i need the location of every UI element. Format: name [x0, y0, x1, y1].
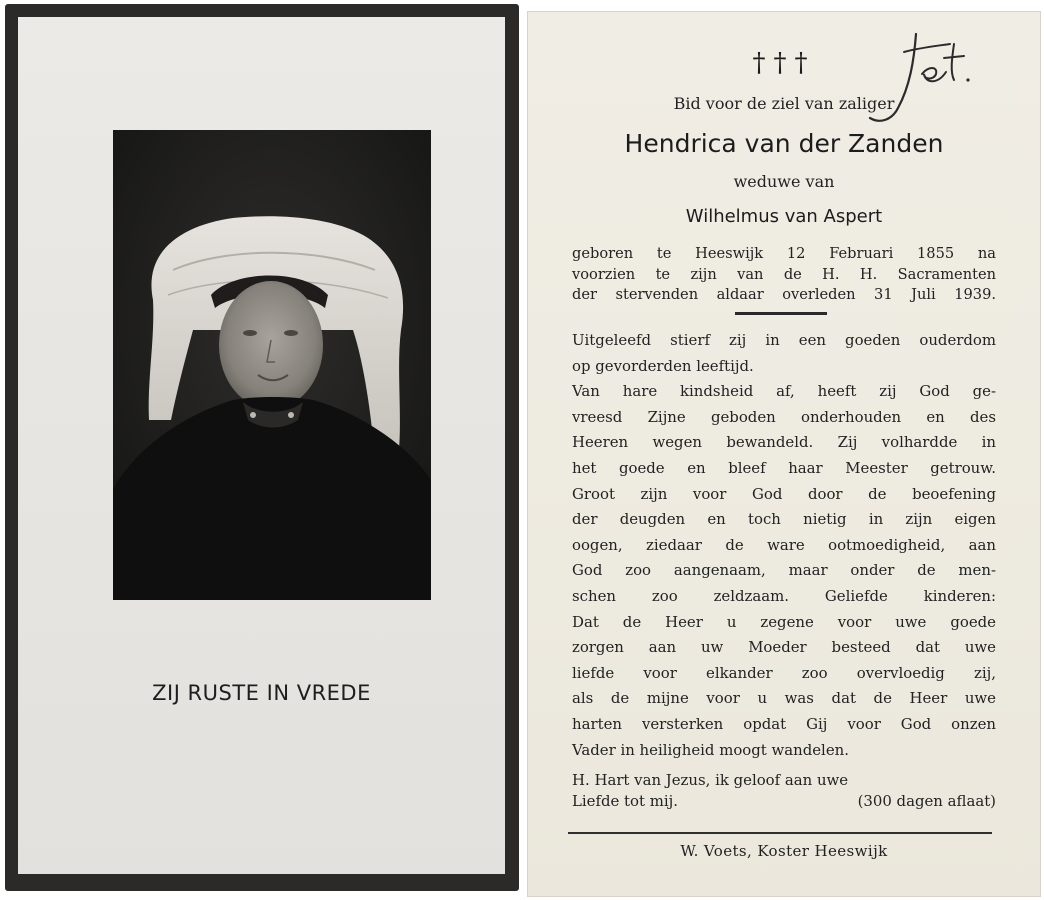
bio-line: voorzien te zijn van de H. H. Sacramenten [572, 265, 996, 283]
printer-credit: W. Voets, Koster Heeswijk [680, 842, 888, 860]
text-line: zorgen aan uw Moeder besteed dat uwe [572, 638, 996, 657]
text-line: vreesd Zijne geboden onderhouden en des [572, 407, 996, 426]
text-line: God zoo aangenaam, maar onder de men- [572, 561, 996, 580]
text-line: Dat de Heer u zegene voor uwe goede [572, 612, 996, 631]
text-line: liefde voor elkander zoo overvloedig zij, [572, 663, 996, 682]
prayer-intro: Bid voor de ziel van zaliger [673, 94, 895, 113]
memorial-card-back [527, 11, 1041, 897]
bio-line: geboren te Heeswijk 12 Februari 1855 na [572, 245, 996, 262]
widow-label: weduwe van [733, 172, 835, 191]
text-line: op gevorderden leeftijd. [572, 356, 754, 375]
text-line: der deugden en toch nietig in zijn eigen [572, 510, 996, 529]
closing-prayer-line [572, 791, 996, 812]
closing-prayer-text: Liefde tot mij. [572, 792, 678, 810]
deceased-name: Hendrica van der Zanden [624, 129, 944, 158]
handwritten-signature [858, 22, 978, 132]
memorial-card-front [5, 4, 519, 891]
closing-prayer-line [572, 770, 996, 791]
card-front-panel [18, 17, 505, 874]
text-line: als de mijne voor u was dat de Heer uwe [572, 689, 996, 708]
text-line: Heeren wegen bewandeld. Zij volhardde in [572, 433, 996, 452]
indulgence-note: (300 dagen aflaat) [857, 792, 996, 810]
memorial-text [572, 328, 996, 763]
closing-prayer [572, 770, 996, 812]
text-line: Van hare kindsheid af, heeft zij God ge- [572, 382, 996, 401]
husband-name: Wilhelmus van Aspert [685, 206, 883, 227]
text-line: Vader in heiligheid moogt wandelen. [572, 740, 849, 759]
text-line: Groot zijn voor God door de beoefening [572, 484, 996, 503]
closing-prayer-text: H. Hart van Jezus, ik geloof aan uwe [572, 771, 849, 789]
memorial-motto: ZIJ RUSTE IN VREDE [152, 681, 371, 705]
text-line: harten versterken opdat Gij voor God onzen [572, 714, 996, 733]
text-line: schen zoo zeldzaam. Geliefde kinderen: [572, 586, 996, 605]
biography [572, 244, 996, 306]
text-line: oogen, ziedaar de ware ootmoedigheid, aan [572, 535, 996, 554]
three-crosses-icon: ††† [752, 48, 816, 78]
divider-short [735, 312, 827, 315]
text-line: Uitgeleefd stierf zij in een goeden ouderdom [572, 331, 996, 349]
text-line: het goede en bleef haar Meester getrouw. [572, 458, 996, 477]
portrait-photo [113, 130, 431, 600]
portrait-illustration [113, 130, 431, 600]
bio-line: der stervenden aldaar overleden 31 Juli 1939. [572, 286, 996, 303]
divider-long [568, 832, 992, 834]
